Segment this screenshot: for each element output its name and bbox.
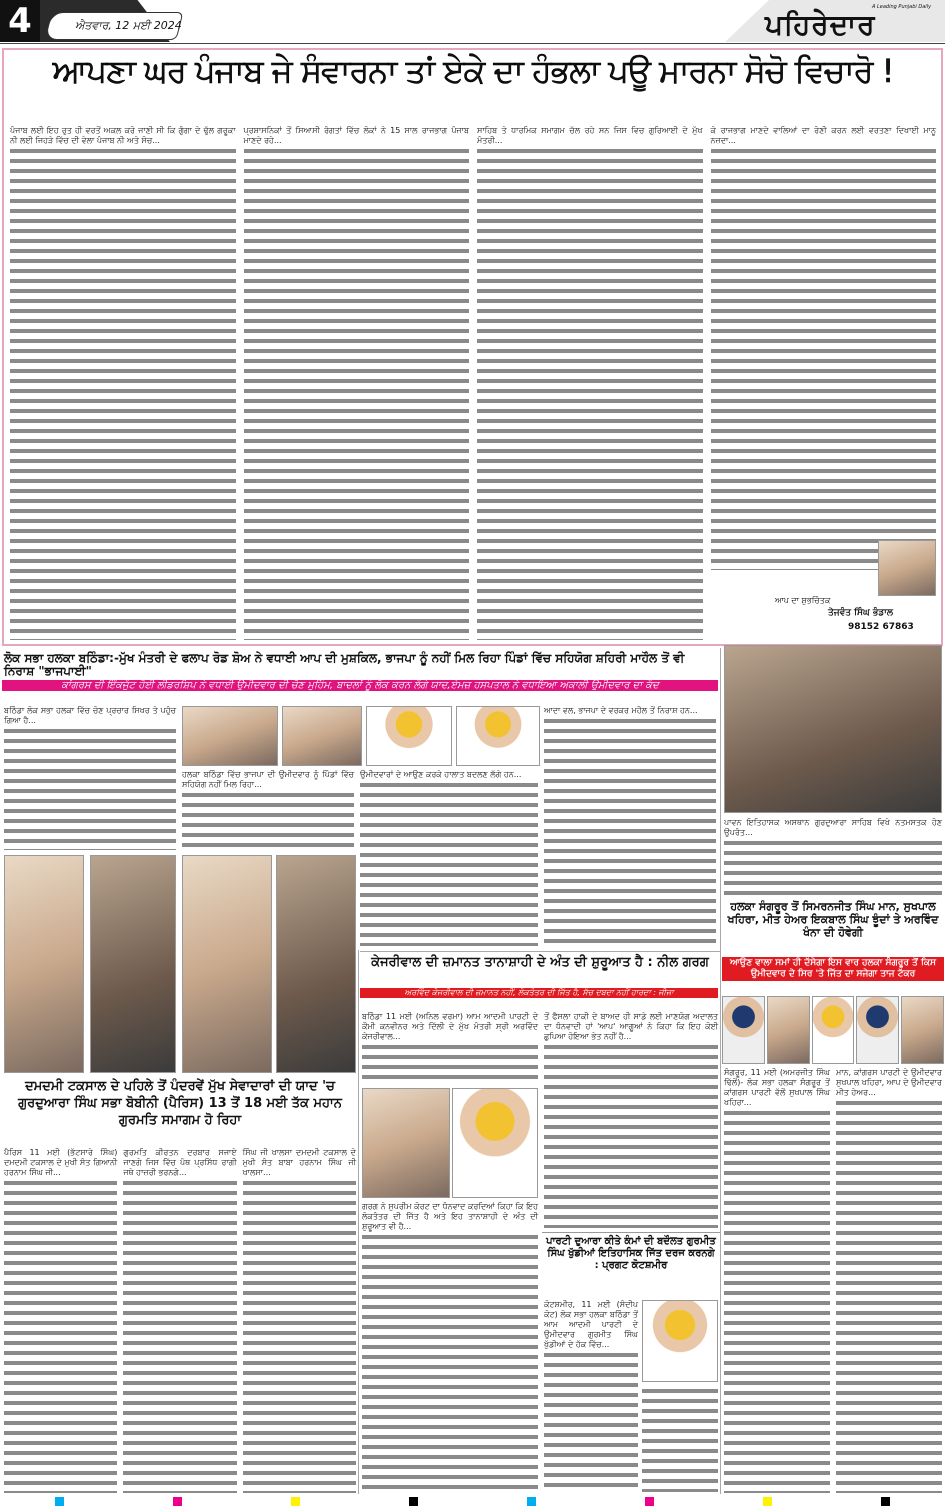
- yellow-mark: [763, 1497, 772, 1506]
- candidate-photo: [366, 706, 452, 766]
- candidate-photo: [282, 706, 362, 766]
- khudian-body: ਕੋਟਸ਼ਮੀਰ, 11 ਮਈ (ਸੰਦੀਪ ਕੋਟ) ਲੋਕ ਸਭਾ ਹਲਕਾ ਬਠਿੰਡਾ ਤੋਂ ਆਮ ਆਦਮੀ ਪਾਰਟੀ ਦੇ ਉਮੀਦਵਾਰ ਗੁਰਮੀਤ ਸਿੰਘ ਖੁੱਡੀਆਂ ਦੇ ਹੱਕ ਵਿੱਚ...: [544, 1300, 638, 1492]
- registration-bar: [0, 1496, 945, 1507]
- logo: ਪਹਿਰੇਦਾਰ: [765, 8, 876, 41]
- kejriwal-headline: ਕੇਜਰੀਵਾਲ ਦੀ ਜ਼ਮਾਨਤ ਤਾਨਾਸ਼ਾਹੀ ਦੇ ਅੰਤ ਦੀ ਸ਼ੁਰੂਆਤ ਹੈ : ਨੀਲ ਗਰਗ: [371, 955, 709, 970]
- event-photo-caption: ਪਾਵਨ ਇਤਿਹਾਸਕ ਅਸਥਾਨ ਗੁਰਦੁਆਰਾ ਸਾਹਿਬ ਵਿਖੇ ਨਤਮਸਤਕ ਹੋਣ ਉਪਰੰਤ...: [724, 818, 942, 896]
- author-photo: [878, 540, 936, 596]
- tagline: A Leading Punjabi Daily: [872, 4, 932, 10]
- column-divider: [358, 950, 359, 1494]
- candidate-photo: [722, 996, 765, 1064]
- signoff: ਆਪ ਦਾ ਸ਼ੁਭਚਿੰਤਕ: [775, 596, 831, 605]
- bathinda-subheadline: ਕਾਂਗਰਸ ਦੀ ਇੱਕਜੁੱਟ ਹੋਈ ਲੀਡਰਸ਼ਿਪ ਨੇ ਵਧਾਈ ਉਮੀਦਵਾਰ ਦੀ ਚੋਣ ਮੁਹਿੰਮ, ਬਾਦਲਾਂ ਨੂੰ ਲੋਕ ਕਰਨ ਲੱਗੇ ਯਾਦ,ਏਮਜ਼ ਹਸਪਤਾਲ ਨੇ ਵਧਾਇਆ ਅਕਾਲੀ ਉਮੀਦਵਾਰ ਦਾ ਕੱਦ: [2, 680, 718, 691]
- lead-column: ਪ੍ਰਸ਼ਾਸਨਿਕਾਂ ਤੋਂ ਸਿਆਸੀ ਰੰਗਤਾਂ ਵਿੱਚ ਲੋਕਾਂ ਨੇ 15 ਸਾਲ ਰਾਜਭਾਗ ਪੰਜਾਬ ਮਾਣਦੇ ਰਹੇ...: [244, 126, 470, 640]
- page-number: 4: [0, 0, 40, 42]
- sangrur-headline: ਹਲਕਾ ਸੰਗਰੂਰ ਤੋਂ ਸਿਮਰਨਜੀਤ ਸਿੰਘ ਮਾਨ, ਸੁਖਪਾਲ ਖਹਿਰਾ, ਮੀਤ ਹੇਅਰ ਇਕਬਾਲ ਸਿੰਘ ਝੂੰਦਾਂ ਤੇ ਅਰਵਿੰਦ ਖੰਨਾ ਦੀ ਹੋਵੇਗੀ: [727, 900, 939, 939]
- saint-photo: [276, 855, 356, 1073]
- column-divider: [720, 648, 721, 1494]
- bathinda-col-2: ਹਲਕਾ ਬਠਿੰਡਾ ਵਿੱਚ ਭਾਜਪਾ ਦੀ ਉਮੀਦਵਾਰ ਨੂੰ ਪਿੰਡਾਂ ਵਿੱਚ ਸਹਿਯੋਗ ਨਹੀਂ ਮਿਲ ਰਿਹਾ...: [182, 770, 354, 850]
- sangrur-subheadline: ਆਉਣ ਵਾਲਾ ਸਮਾਂ ਹੀ ਦੱਸੇਗਾ ਇਸ ਵਾਰ ਹਲਕਾ ਸੰਗਰੂਰ ਤੋਂ ਕਿਸ ਉਮੀਦਵਾਰ ਦੇ ਸਿਰ 'ਤੇ ਜਿੱਤ ਦਾ ਸਜੇਗਾ ਤਾਜ ਟੱਕਰ: [722, 957, 944, 981]
- header-rule: [0, 43, 945, 44]
- saint-photo: [90, 855, 176, 1073]
- candidate-photo: [856, 996, 899, 1064]
- saint-photo: [182, 855, 272, 1073]
- candidate-photo: [182, 706, 278, 766]
- cyan-mark: [55, 1497, 64, 1506]
- kejriwal-col-3: ਗਰਗ ਨੇ ਸੁਪਰੀਮ ਕੋਰਟ ਦਾ ਧੰਨਵਾਦ ਕਰਦਿਆਂ ਕਿਹਾ ਕਿ ਇਹ ਲੋਕਤੰਤਰ ਦੀ ਜਿੱਤ ਹੈ ਅਤੇ ਇਹ ਤਾਨਾਸ਼ਾਹੀ ਦੇ ਅੰਤ ਦੀ ਸ਼ੁਰੂਆਤ ਵੀ ਹੈ...: [362, 1202, 538, 1492]
- bathinda-col-1: ਬਠਿੰਡਾ ਲੋਕ ਸਭਾ ਹਲਕਾ ਵਿੱਚ ਚੋਣ ਪ੍ਰਚਾਰ ਸਿਖਰ ਤੇ ਪਹੁੰਚ ਗਿਆ ਹੈ...: [4, 706, 176, 850]
- lead-column: ਪੰਜਾਬ ਲਈ ਇਹ ਰੁਤ ਹੀ ਵਰਤੋਂ ਅਕਲ ਕਰੋ ਜਾਣੀ ਸੀ ਕਿ ਗੁੰਗਾ ਦੇ ਢੁੱਲ ਗਰੂਕਾ ਨੀ ਲਈ ਜਿਹੜੇ ਵਿੱਚ ਦੀ ਵੇਲਾ ਪੰਜਾਬ ਨੀ ਅਤੇ ਸੋਚ...: [10, 126, 236, 640]
- saint-photo: [4, 855, 84, 1073]
- cyan-mark: [527, 1497, 536, 1506]
- damdami-body: ਪੈਰਿਸ 11 ਮਈ (ਭੱਟਸਾਰੇ ਸਿੰਘ) ਦਮਦਮੀ ਟਕਸਾਲ ਦੇ ਮੁਖੀ ਸੰਤ ਗਿਆਨੀ ਹਰਨਾਮ ਸਿੰਘ ਜੀ... ਗੁਰਮਤਿ ਕੀਰਤਨ ਦਰਬਾਰ ਸਜਾਏ ਜਾਣਗੇ ਜਿਸ ਵਿੱਚ ਪੰਥ ਪ੍ਰਸਿੱਧ ਰਾਗੀ ਜਥੇ ਹਾਜ਼ਰੀ ਭਰਨਗੇ... ਸਿੰਘ ਜੀ ਖਾਲਸਾ ਦਮਦਮੀ ਟਕਸਾਲ ਦੇ ਮੁਖੀ ਸੰਤ ਬਾਬਾ ਹਰਨਾਮ ਸਿੰਘ ਜੀ ਖਾਲਸਾ...: [4, 1148, 356, 1493]
- kejriwal-col-1: ਬਠਿੰਡਾ 11 ਮਈ (ਅਨਿਲ ਵਰਮਾ) ਆਮ ਆਦਮੀ ਪਾਰਟੀ ਦੇ ਕੌਮੀ ਕਨਵੀਨਰ ਅਤੇ ਦਿੱਲੀ ਦੇ ਮੁੱਖ ਮੰਤਰੀ ਸ੍ਰੀ ਅਰਵਿੰਦ ਕੇਜਰੀਵਾਲ...: [362, 1012, 538, 1084]
- neel-garg-photo: [452, 1088, 538, 1198]
- magenta-mark: [173, 1497, 182, 1506]
- section-divider: [360, 951, 720, 952]
- candidate-photo: [456, 706, 540, 766]
- lead-column: ਸਾਹਿਬ ਤੇ ਧਾਰਮਿਕ ਸਮਾਗਮ ਚੱਲ ਰਹੇ ਸਨ ਜਿਸ ਵਿਚ ਗੁਰਿਆਈ ਦੇ ਮੁੱਖ ਮੰਤਰੀ...: [477, 126, 703, 640]
- author-name: ਤੇਜਵੰਤ ਸਿੰਘ ਭੰਡਾਲ: [828, 608, 893, 618]
- lead-columns: [10, 126, 936, 640]
- candidate-photo: [901, 996, 944, 1064]
- kejriwal-photo: [362, 1088, 450, 1198]
- author-phone: 98152 67863: [848, 622, 914, 632]
- candidate-photo: [812, 996, 855, 1064]
- event-photo: [724, 645, 942, 813]
- yellow-mark: [291, 1497, 300, 1506]
- bathinda-headline: ਲੋਕ ਸਭਾ ਹਲਕਾ ਬਠਿੰਡਾ:-ਮੁੱਖ ਮੰਤਰੀ ਦੇ ਫਲਾਪ ਰੋਡ ਸ਼ੋਅ ਨੇ ਵਧਾਈ ਆਪ ਦੀ ਮੁਸ਼ਕਿਲ, ਭਾਜਪਾ ਨੂੰ ਨਹੀਂ ਮਿਲ ਰਿਹਾ ਪਿੰਡਾਂ ਵਿੱਚ ਸਹਿਯੋਗ ਸ਼ਹਿਰੀ ਮਾਹੌਲ ਤੋਂ ਵੀ ਨਿਰਾਸ਼ "ਭਾਜਪਾਈ": [4, 651, 685, 678]
- black-mark: [881, 1497, 890, 1506]
- sangrur-body: ਸੰਗਰੂਰ, 11 ਮਈ (ਅਮਰਜੀਤ ਸਿੰਘ ਢਿੱਲੋਂ)- ਲੋਕ ਸਭਾ ਹਲਕਾ ਸੰਗਰੂਰ ਤੋਂ ਕਾਂਗਰਸ ਪਾਰਟੀ ਵੱਲੋਂ ਸੁਖਪਾਲ ਸਿੰਘ ਖਹਿਰਾ... ਮਾਨ, ਕਾਂਗਰਸ ਪਾਰਟੀ ਦੇ ਉਮੀਦਵਾਰ ਸੁਖਪਾਲ ਖਹਿਰਾ, ਆਪ ਦੇ ਉਮੀਦਵਾਰ ਮੀਤ ਹੇਅਰ...: [724, 1068, 942, 1493]
- lead-column: ਕੇ ਰਾਜਭਾਗ ਮਾਣਦੇ ਵਾਲਿਆਂ ਦਾ ਰੋਣੀ ਕਰਨ ਲਈ ਵਰਤਣਾ ਦਿਖਾਈ ਮਾਨੂ ਨਜ਼ਦਾ...: [711, 126, 937, 640]
- damdami-headline: ਦਮਦਮੀ ਟਕਸਾਲ ਦੇ ਪਹਿਲੇ ਤੋਂ ਪੰਦਰਵੇਂ ਮੁੱਖ ਸੇਵਾਦਾਰਾਂ ਦੀ ਯਾਦ 'ਚ ਗੁਰਦੁਆਰਾ ਸਿੰਘ ਸਭਾ ਬੋਬੀਨੀ (ਪੈਰਿਸ) 13 ਤੋਂ 18 ਮਈ ਤੱਕ ਮਹਾਨ ਗੁਰਮਤਿ ਸਮਾਗਮ ਹੋ ਰਿਹਾ: [18, 1079, 342, 1128]
- bathinda-col-4: ਆਦਾ ਵਲ, ਭਾਜਪਾ ਦੇ ਵਰਕਰ ਮਹੌਲ ਤੋਂ ਨਿਰਾਸ਼ ਹਨ...: [544, 706, 716, 946]
- khudian-photo: [642, 1300, 718, 1382]
- date: ਐਤਵਾਰ, 12 ਮਈ 2024: [75, 19, 182, 32]
- lead-headline: ਆਪਣਾ ਘਰ ਪੰਜਾਬ ਜੇ ਸੰਵਾਰਨਾ ਤਾਂ ਏਕੇ ਦਾ ਹੰਭਲਾ ਪਊ ਮਾਰਨਾ ਸੋਚੋ ਵਿਚਾਰੋ !: [52, 52, 894, 90]
- candidate-photo: [767, 996, 810, 1064]
- bathinda-col-3: ਉਮੀਦਵਾਰਾਂ ਦੇ ਆਉਣ ਕਰਕੇ ਹਾਲਾਤ ਬਦਲਣ ਲੱਗੇ ਹਨ...: [360, 770, 538, 946]
- kejriwal-col-2: ਤੋਂ ਫੈਸਲਾ ਹਾਕੀ ਦੇ ਬਾਅਦ ਹੀ ਸਾਡੇ ਲਈ ਮਾਣਯੋਗ ਅਦਾਲਤ ਦਾ ਧੰਨਵਾਦੀ ਹਾਂ 'ਆਪ' ਆਗੂਆਂ ਨੇ ਕਿਹਾ ਕਿ ਇਹ ਕੋਈ ਛੁਪਿਆ ਹੋਇਆ ਭੇਤ ਨਹੀਂ ਹੈ...: [544, 1012, 718, 1228]
- khudian-headline: ਪਾਰਟੀ ਦੁਆਰਾ ਕੀਤੇ ਕੰਮਾਂ ਦੀ ਬਦੌਲਤ ਗੁਰਮੀਤ ਸਿੰਘ ਖੁੱਡੀਆਂ ਇਤਿਹਾਸਿਕ ਜਿੱਤ ਦਰਜ ਕਰਨਗੇ : ਪ੍ਰਗਟ ਕੋਟਸ਼ਮੀਰ: [546, 1236, 716, 1271]
- sangrur-candidate-photos: [722, 996, 944, 1064]
- magenta-mark: [645, 1497, 654, 1506]
- black-mark: [409, 1497, 418, 1506]
- khudian-body-cont: [642, 1386, 718, 1492]
- kejriwal-subheadline: ਅਰਵਿੰਦ ਕੇਜਰੀਵਾਲ ਦੀ ਜ਼ਮਾਨਤ ਨਹੀਂ, ਲੋਕਤੰਤਰ ਦੀ ਜਿੱਤ ਹੈ, ਸੱਚ ਦਬਦਾ ਨਹੀਂ ਹਾਰਦਾ : ਜੀਜਾ: [360, 988, 718, 998]
